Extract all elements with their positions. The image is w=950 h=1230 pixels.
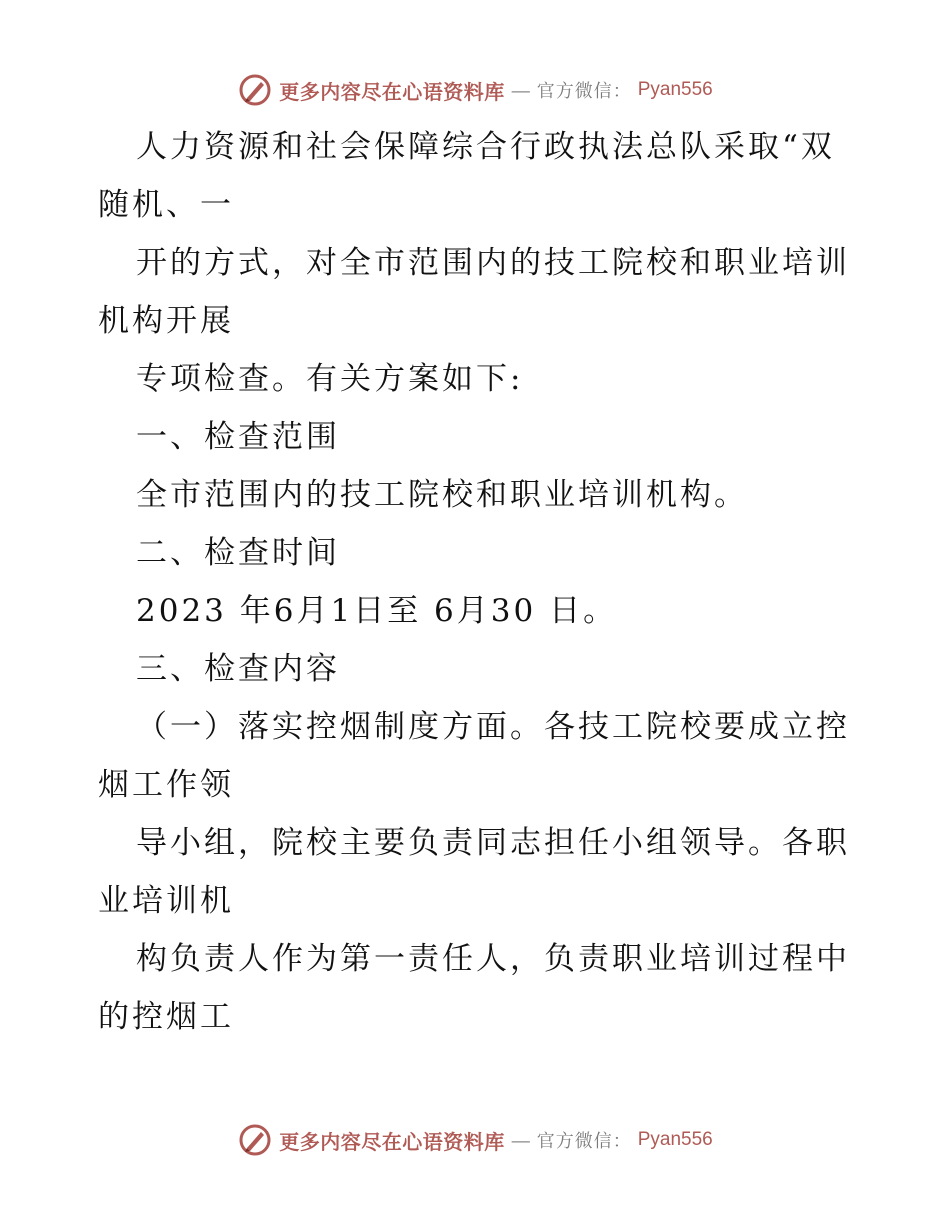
paragraph-line: 机构开展 xyxy=(98,303,234,339)
section-heading: 三、检查内容 xyxy=(136,651,340,687)
watermark-footer xyxy=(0,1120,950,1160)
watermark-header xyxy=(0,70,950,110)
watermark-wechat-id: Pyan556 xyxy=(637,1129,713,1150)
paragraph-line: 业培训机 xyxy=(98,883,234,919)
paragraph-line: 随机、一 xyxy=(98,187,234,223)
watermark-wechat-label: 官方微信： xyxy=(536,1131,632,1152)
watermark-text: 更多内容尽在心语资料库 xyxy=(279,79,505,104)
paragraph-line: 烟工作领 xyxy=(98,767,234,803)
section-heading: 二、检查时间 xyxy=(136,535,340,571)
watermark-text: 更多内容尽在心语资料库 xyxy=(279,1129,505,1154)
paragraph-line: 全市范围内的技工院校和职业培训机构。 xyxy=(136,477,748,513)
paragraph-line: 构负责人作为第一责任人，负责职业培训过程中 xyxy=(136,941,850,977)
pen-circle-logo-icon xyxy=(237,72,273,108)
pen-circle-logo-icon xyxy=(237,1122,273,1158)
paragraph-line: 导小组，院校主要负责同志担任小组领导。各职 xyxy=(136,825,850,861)
section-heading: 一、检查范围 xyxy=(136,419,340,455)
paragraph-line: 人力资源和社会保障综合行政执法总队采取“双 xyxy=(136,129,835,165)
paragraph-line: 开的方式，对全市范围内的技工院校和职业培训 xyxy=(136,245,850,281)
paragraph-line: 的控烟工 xyxy=(98,999,234,1035)
paragraph-line: 专项检查。有关方案如下: xyxy=(136,361,524,397)
paragraph-line: （一）落实控烟制度方面。各技工院校要成立控 xyxy=(136,709,850,745)
paragraph-line: 2023 年6月1日至 6月30 日。 xyxy=(136,593,618,629)
watermark-wechat-id: Pyan556 xyxy=(637,79,713,100)
watermark-separator: — xyxy=(510,1128,531,1152)
watermark-separator: — xyxy=(510,78,531,102)
document-body xyxy=(98,118,858,1046)
watermark-wechat-label: 官方微信： xyxy=(536,81,632,102)
